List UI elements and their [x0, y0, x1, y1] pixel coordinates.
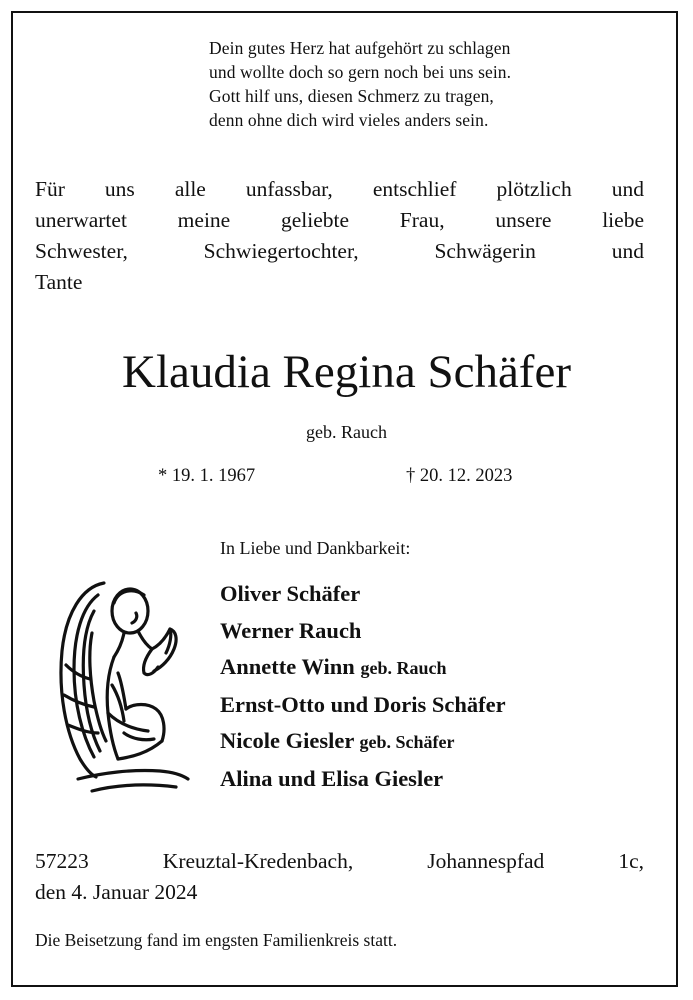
intro-text	[35, 174, 644, 298]
mourner-maiden-note: geb. Rauch	[360, 658, 447, 678]
mourner-alina-elisa-giesler	[220, 761, 660, 798]
date-line: den 4. Januar 2024	[35, 880, 198, 904]
funeral-note: Die Beisetzung fand im engsten Familienkreis statt.	[35, 930, 398, 950]
mourner-ernst-otto-doris-schaefer	[220, 687, 660, 724]
mourner-list	[220, 576, 660, 797]
mourner-nicole-giesler	[220, 723, 660, 761]
obituary-frame	[11, 11, 678, 987]
mourner-name: Alina und Elisa Giesler	[220, 765, 444, 791]
intro-line: Tante	[35, 270, 83, 294]
mourner-oliver-schaefer	[220, 576, 660, 613]
deceased-name: Klaudia Regina Schäfer	[122, 346, 571, 398]
mourner-maiden-note: geb. Schäfer	[359, 732, 455, 752]
mourner-name: Ernst-Otto und Doris Schäfer	[220, 691, 506, 717]
birth-date: * 19. 1. 1967	[158, 466, 256, 486]
poem-line: Dein gutes Herz hat aufgehört zu schlagen	[209, 38, 511, 58]
mourner-name: Oliver Schäfer	[220, 581, 361, 606]
mourner-werner-rauch	[220, 613, 660, 650]
poem-line: und wollte doch so gern noch bei uns sein.	[209, 62, 512, 82]
praying-angel-icon	[52, 573, 192, 801]
address-line: 57223 Kreuztal-Kredenbach, Johannespfad 1c,	[35, 849, 644, 873]
thanks-line: In Liebe und Dankbarkeit:	[220, 538, 411, 558]
poem-line: Gott hilf uns, diesen Schmerz zu tragen,	[209, 86, 494, 106]
mourner-annette-winn	[220, 649, 660, 687]
poem	[209, 36, 669, 132]
death-date: † 20. 12. 2023	[406, 466, 513, 486]
intro-line: Für uns alle unfassbar, entschlief plötzlich und	[35, 177, 644, 201]
address-block	[35, 846, 644, 908]
maiden-name: geb. Rauch	[306, 422, 387, 442]
mourner-name: Annette Winn	[220, 654, 355, 679]
poem-line: denn ohne dich wird vieles anders sein.	[209, 110, 489, 130]
mourner-name: Werner Rauch	[220, 617, 362, 643]
intro-line: Schwester, Schwiegertochter, Schwägerin und	[35, 239, 644, 263]
intro-line: unerwartet meine geliebte Frau, unsere liebe	[35, 208, 644, 232]
mourner-name: Nicole Giesler	[220, 728, 354, 753]
